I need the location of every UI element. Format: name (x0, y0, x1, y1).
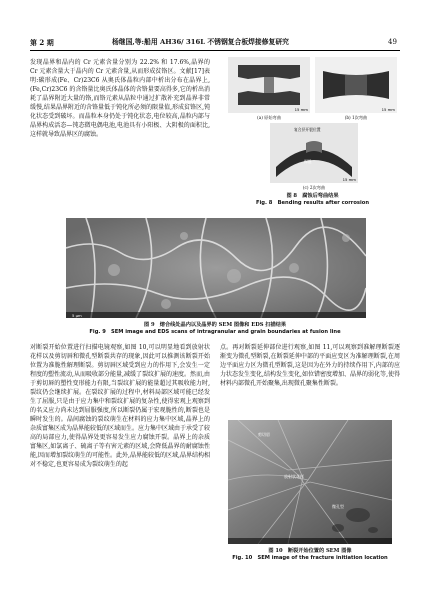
running-title: 杨继国,等:船用 AH36/ 316L 不锈钢复合板焊接修复研究 (112, 38, 289, 46)
annotation-crack-location: 复合层开裂位置 (294, 127, 321, 132)
subfigure-label-a: (a) 原始弯曲 (257, 115, 281, 120)
scale-bar (228, 538, 392, 544)
figure-10-caption-en: Fig. 10 SEM image of the fracture initiation location (232, 555, 388, 561)
paragraph: 点。再对断裂延伸部位进行观察,如图 11,可以观察到准解理断裂逐渐变为微孔型断裂,在断裂延伸中部的平面应变区为准解理断裂,在周边平面应力区为微孔型断裂,这是因为在外力的持续作用下,内部的应力状态发生变化,结构发生变化,如位错密度增加、晶界的弱化等,使得材料内部微孔开始聚集,出现微孔聚集性断裂。 (220, 344, 400, 387)
annotation-radial-pattern: 放射状花样 (284, 474, 304, 479)
body-text-left-bottom (30, 343, 210, 469)
annotation-microvoid: 微孔型 (332, 504, 344, 509)
body-text-right-bottom (220, 343, 400, 388)
figure-9-caption-en: Fig. 9 SEM image and EDS scans of intragranular and grain boundaries at fusion line (89, 329, 341, 335)
figure-10-caption-cn: 图 10 断裂开始位置的 SEM 图像 (268, 548, 352, 554)
journal-issue: 第 2 期 (30, 38, 54, 47)
figure-8 (225, 57, 400, 207)
bending-specimen-photo-a (228, 57, 310, 113)
figure-8-caption-cn: 图 8 腐蚀后弯曲结果 (286, 193, 339, 199)
annotation-shear-lip: 剪切唇 (258, 432, 270, 437)
figure-9-caption-cn: 图 9 熔合线处晶内以及晶界的 SEM 图像和 EDS 扫描结果 (143, 322, 287, 328)
scale-bar (66, 312, 366, 318)
scale-bar-label: 5 μm (72, 313, 82, 318)
scale-bar-label: 15 mm (294, 107, 308, 112)
bending-specimen-photo-c (270, 123, 358, 183)
scale-bar-label: 15 mm (381, 107, 395, 112)
sem-image-fusion-line (66, 218, 366, 318)
header-rule (30, 50, 400, 51)
subfigure-label-c: (c) 2次弯曲 (302, 185, 326, 190)
subfigure-label-b: (b) 1次弯曲 (344, 115, 368, 120)
sem-image-fracture-initiation (228, 420, 392, 544)
annotation-weld: 焊缝 (304, 159, 312, 164)
body-text-left-top (30, 58, 210, 139)
paragraph: 对断裂开始位置进行扫描电镜观察,如图 10,可以明显地看到放射状花样以及剪切唇和微孔型断裂共存的现象,因此可以推测该断裂开始位置为准脆性解理断裂。剪切唇区域受到应力的作用下,会发生一定程度的塑性流动,从而吸收部分能量,减缓了裂纹扩展的速度。然而,由于剪切唇的塑性变形能力有限,当裂纹扩展的能量超过其吸收能力时,裂纹仍会继续扩展。在裂纹扩展的过程中,材料局部区域可能已经发生了屈服,只是由于应力集中和裂纹扩展的复杂性,使得宏观上观察到的名义应力尚未达到屈服强度,所以断裂仍属于宏观脆性的,断裂也是瞬时发生的。晶间腐蚀的裂纹萌生在材料的应力集中区域,晶界上的杂质富集区成为晶界能较低的区域而生。应力集中区域由于承受了较高的局部应力,使得晶界处更容易发生应力腐蚀开裂。晶界上的杂质富集区,如氯离子、硫离子等有害元素的区域,会降低晶界的耐腐蚀性能,因而增加裂纹萌生的可能性。此外,晶界能较低的区域,晶界结构相对不稳定,也更容易成为裂纹萌生的起 (30, 344, 211, 468)
figure-8-caption-en: Fig. 8 Bending results after corrosion (255, 200, 370, 206)
scale-bar-label: 15 mm (342, 177, 356, 182)
bending-specimen-photo-b (315, 57, 397, 113)
paragraph: 发现晶界和晶内的 Cr 元素含量分别为 22.2% 和 17.6%,晶界的 Cr 元素含量大于晶内的 Cr 元素含量,从而形成贫铬区。文献[17]表明:碳形成(Fe、Cr)23C6 从奥氏体晶粒内部中析出分布在晶界上,(Fe,Cr)23C6 的含铬量比奥氏体晶体的含铬量要高得多,它的析出消耗了晶界附近大量的铬,而铬元素从晶粒中通过扩散补充到晶界非常缓慢,结果晶界附近的含铬量低于钝化所必须的限量值,形成贫铬区,钝化状态受到破坏。而晶粒本身仍处于钝化状态,电位较高,晶粒内部与晶界构成活态—钝态微电偶电池,电池具有小阳极、大阴极的面积比,这样就导致晶界区的腐蚀。 (30, 59, 210, 138)
page-number: 49 (388, 38, 397, 46)
